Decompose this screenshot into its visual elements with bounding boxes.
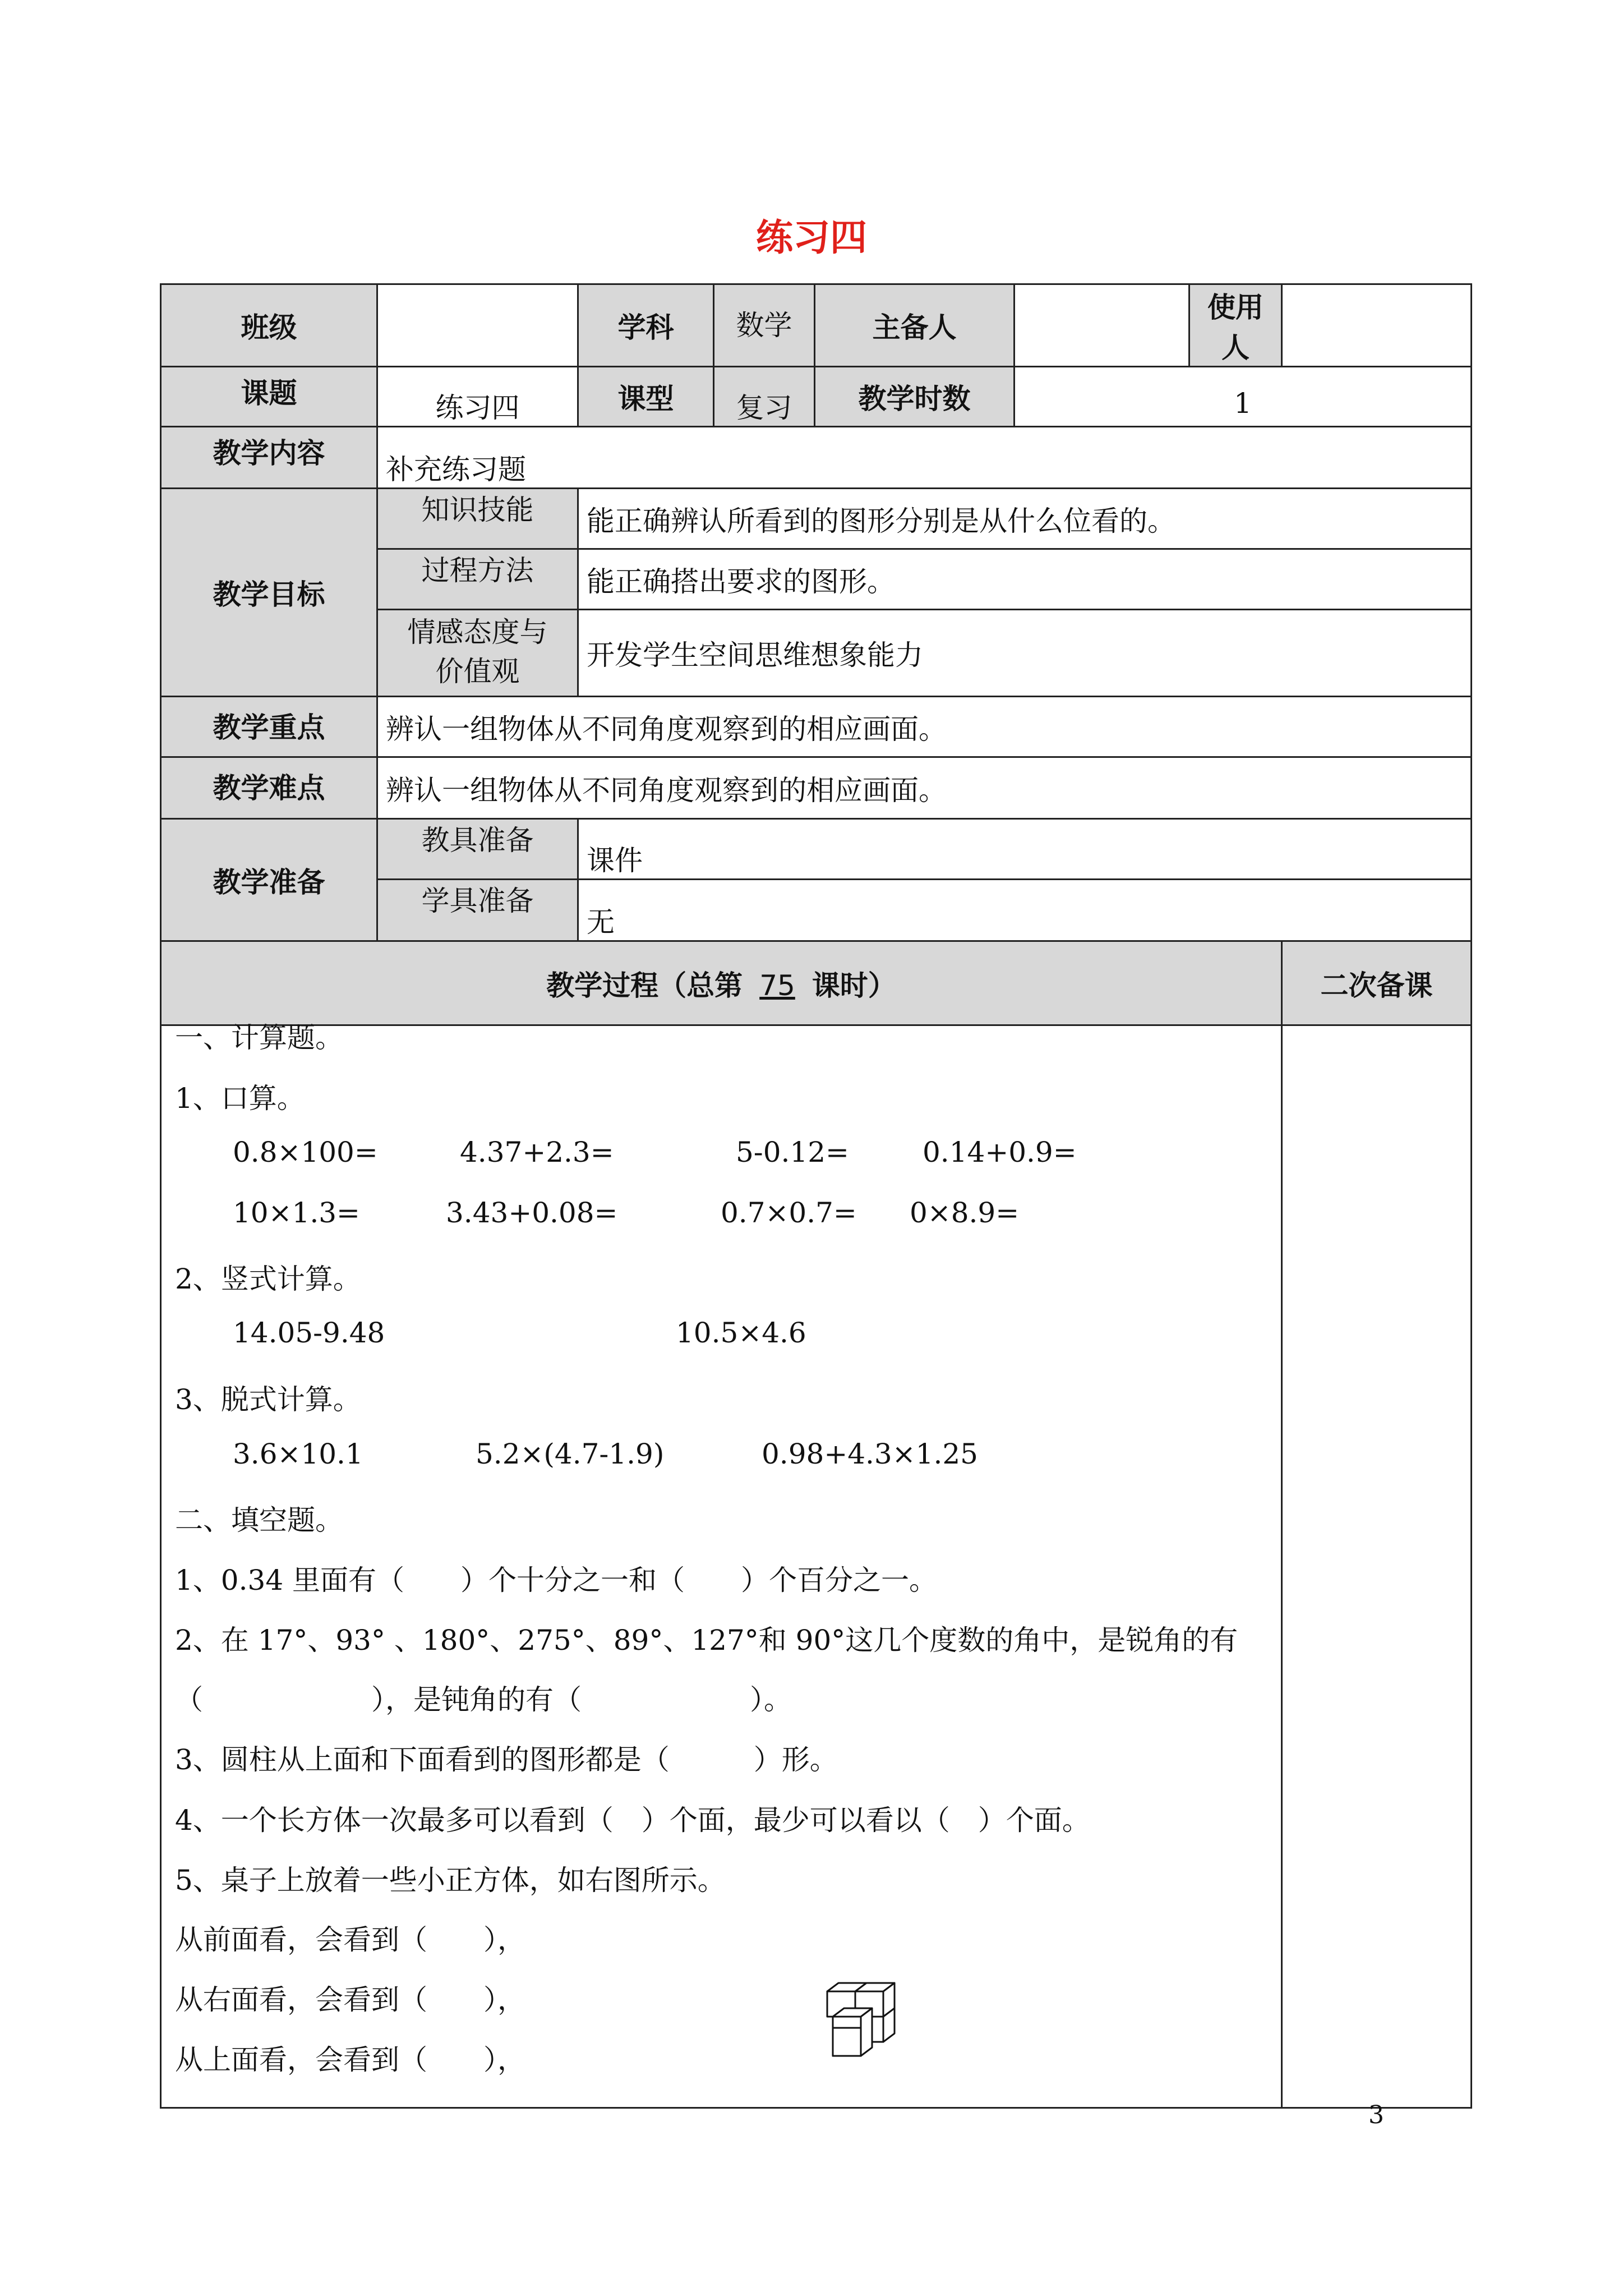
fill-q2-line1: 2、在 17°、93° 、180°、275°、89°、127°和 90°这几个度数的角中，是锐角的有	[175, 1624, 1238, 1657]
oral-item: 0.14+0.9=	[923, 1136, 1077, 1168]
oral-item: 5-0.12=	[736, 1136, 849, 1168]
type-label: 课型	[578, 367, 714, 427]
hours-label: 教学时数	[815, 367, 1015, 427]
difficulty-label: 教学难点	[161, 757, 377, 819]
subject-label: 学科	[578, 284, 714, 367]
topic-label: 课题	[161, 367, 377, 427]
topic-value: 练习四	[377, 367, 578, 427]
oral-calc-heading: 1、口算。	[175, 1082, 305, 1115]
hours-value: 1	[1015, 367, 1472, 427]
process-header-prefix: 教学过程（总第	[546, 969, 743, 1002]
fill-q5-front: 从前面看，会看到（ ），	[175, 1924, 525, 1956]
section-fill: 二、填空题。	[175, 1504, 343, 1536]
class-label: 班级	[161, 284, 377, 367]
oral-item: 0.7×0.7=	[721, 1197, 857, 1229]
cube-stack-figure	[816, 1975, 917, 2064]
oral-item: 0.8×100=	[233, 1136, 378, 1168]
stepwise-calc-heading: 3、脱式计算。	[175, 1383, 361, 1416]
user-value	[1282, 284, 1472, 367]
oral-item: 4.37+2.3=	[460, 1136, 614, 1168]
fill-q4: 4、一个长方体一次最多可以看到（ ）个面，最少可以看以（ ）个面。	[175, 1804, 1090, 1837]
stepwise-item: 0.98+4.3×1.25	[762, 1438, 978, 1470]
teacher-prep-label: 教具准备	[377, 819, 578, 880]
attitude-value: 开发学生空间思维想象能力	[578, 610, 1472, 697]
key-point-label: 教学重点	[161, 697, 377, 757]
second-prep-header: 二次备课	[1282, 941, 1472, 1025]
student-prep-value: 无	[578, 880, 1472, 941]
process-header-suffix: 课时）	[811, 969, 896, 1002]
fill-q1: 1、0.34 里面有（ ）个十分之一和（ ）个百分之一。	[175, 1564, 938, 1596]
fill-q5: 5、桌子上放着一些小正方体，如右图所示。	[175, 1864, 726, 1897]
vertical-item: 14.05-9.48	[233, 1317, 385, 1349]
class-value	[377, 284, 578, 367]
process-header	[161, 941, 1282, 1025]
attitude-label-line1: 情感态度与	[407, 616, 548, 648]
fill-q5-right: 从右面看，会看到（ ），	[175, 1984, 525, 2016]
user-label: 使用人	[1189, 284, 1282, 367]
stepwise-item: 3.6×10.1	[233, 1438, 363, 1470]
attitude-label-line2: 价值观	[435, 655, 520, 688]
process-method-label: 过程方法	[377, 549, 578, 610]
preparer-value	[1015, 284, 1189, 367]
type-value: 复习	[714, 367, 815, 427]
fill-q2-line2: （ ），是钝角的有（ ）。	[175, 1683, 792, 1716]
fill-q3: 3、圆柱从上面和下面看到的图形都是（ ）形。	[175, 1743, 838, 1776]
goals-label: 教学目标	[161, 489, 377, 697]
page-title: 练习四	[756, 216, 867, 259]
knowledge-label: 知识技能	[377, 489, 578, 549]
oral-item: 0×8.9=	[910, 1197, 1020, 1229]
preparation-label: 教学准备	[161, 819, 377, 941]
second-prep-body	[1282, 1025, 1472, 2108]
content-label: 教学内容	[161, 427, 377, 489]
page-number: 3	[1368, 2101, 1384, 2129]
knowledge-value: 能正确辨认所看到的图形分别是从什么位看的。	[578, 489, 1472, 549]
preparer-label: 主备人	[815, 284, 1015, 367]
teacher-prep-value: 课件	[578, 819, 1472, 880]
stepwise-item: 5.2×(4.7-1.9)	[476, 1438, 665, 1470]
oral-item: 3.43+0.08=	[446, 1197, 618, 1229]
key-point-value: 辨认一组物体从不同角度观察到的相应画面。	[377, 697, 1472, 757]
difficulty-value: 辨认一组物体从不同角度观察到的相应画面。	[377, 757, 1472, 819]
subject-value: 数学	[714, 284, 815, 367]
oral-item: 10×1.3=	[233, 1197, 360, 1229]
lesson-number: 75	[759, 969, 795, 1002]
section-calc: 一、计算题。	[175, 1022, 343, 1054]
student-prep-label: 学具准备	[377, 880, 578, 941]
vertical-item: 10.5×4.6	[676, 1317, 806, 1349]
process-method-value: 能正确搭出要求的图形。	[578, 549, 1472, 610]
attitude-label	[377, 610, 578, 697]
content-value: 补充练习题	[377, 427, 1472, 489]
fill-q5-top: 从上面看，会看到（ ），	[175, 2044, 525, 2076]
vertical-calc-heading: 2、竖式计算。	[175, 1263, 361, 1295]
